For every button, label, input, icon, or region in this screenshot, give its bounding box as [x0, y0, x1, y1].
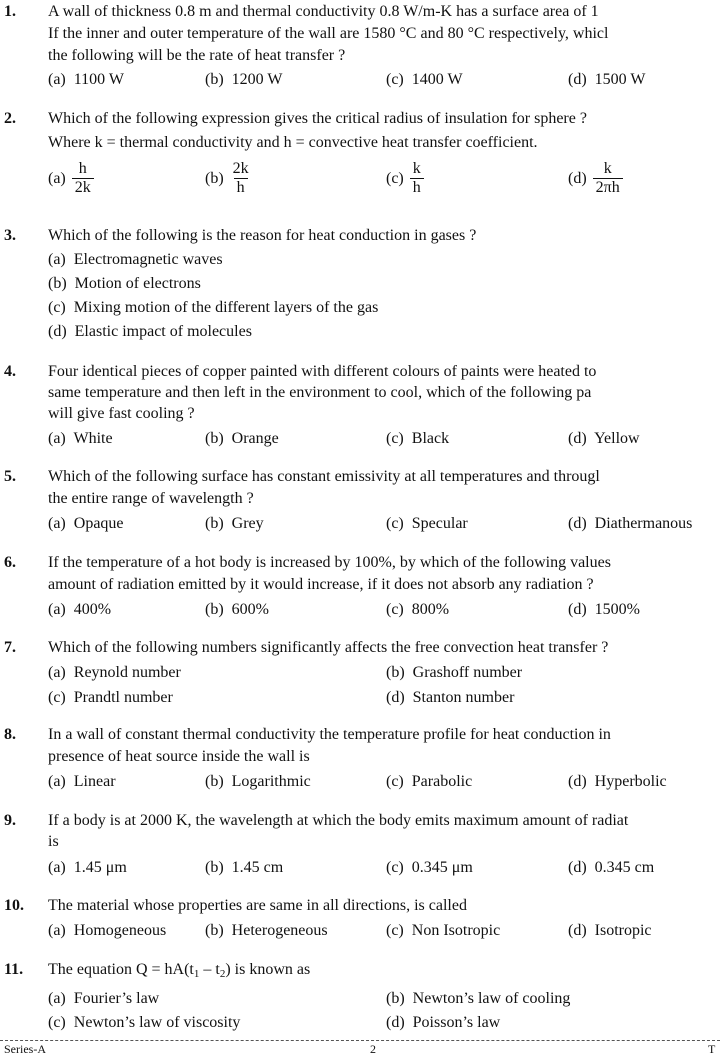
option-text: White	[73, 430, 113, 447]
option-text: 1400 W	[411, 71, 463, 88]
option-label: (b)	[205, 430, 224, 447]
option-label: (d)	[568, 430, 587, 447]
option-label: (a)	[48, 990, 66, 1007]
option-label: (a)	[48, 773, 66, 790]
question-text-line: If a body is at 2000 K, the wavelength at which the body emits maximum amount of radiat	[48, 812, 629, 829]
question-text-line: Where k = thermal conductivity and h = convective heat transfer coefficient.	[48, 134, 538, 151]
option-text: Electromagnetic waves	[73, 251, 223, 268]
question-text-line: A wall of thickness 0.8 m and thermal conductivity 0.8 W/m-K has a surface area of 1	[48, 3, 599, 20]
option-text: 1500%	[594, 601, 640, 618]
question-number: 4.	[4, 363, 16, 380]
subscript-2: 2	[219, 968, 226, 980]
option-text: 1200 W	[231, 71, 283, 88]
question-text-line: the entire range of wavelength ?	[48, 490, 254, 507]
option-text: Linear	[73, 773, 116, 790]
fraction	[230, 160, 252, 198]
option-d[interactable]	[568, 859, 654, 877]
question-number: 5.	[4, 468, 16, 485]
option-text: Newton’s law of cooling	[412, 990, 571, 1007]
option-text: 800%	[411, 601, 450, 618]
option-label: (c)	[386, 773, 404, 790]
option-text: Yellow	[594, 430, 640, 447]
option-text: 1.45 cm	[231, 859, 284, 876]
option-label: (a)	[48, 430, 66, 447]
option-label: (c)	[386, 430, 404, 447]
option-d[interactable]	[568, 430, 640, 448]
question-number: 8.	[4, 726, 16, 743]
option-label: (b)	[48, 275, 67, 292]
option-label: (b)	[205, 601, 224, 618]
question-number: 3.	[4, 227, 16, 244]
option-d[interactable]	[386, 1014, 500, 1032]
option-label: (b)	[205, 773, 224, 790]
option-b[interactable]	[205, 71, 282, 89]
option-b[interactable]	[386, 990, 570, 1008]
option-label: (a)	[48, 251, 66, 268]
fraction	[72, 160, 94, 198]
option-label: (d)	[568, 922, 587, 939]
question-text-line: will give fast cooling ?	[48, 405, 195, 422]
option-a[interactable]	[48, 664, 181, 682]
footer-series: Series-A	[4, 1042, 46, 1056]
option-label: (c)	[48, 299, 66, 316]
option-text: Newton’s law of viscosity	[73, 1014, 241, 1031]
option-b[interactable]	[386, 664, 522, 682]
question-number: 2.	[4, 110, 16, 127]
option-text: Prandtl number	[73, 689, 173, 706]
option-text: Logarithmic	[231, 773, 311, 790]
option-a[interactable]	[48, 859, 127, 877]
question-number: 9.	[4, 812, 16, 829]
equation-prefix: The equation Q = hA(t	[48, 961, 194, 978]
option-label: (b)	[205, 922, 224, 939]
option-text: Specular	[411, 515, 468, 532]
option-label: (d)	[568, 71, 587, 88]
option-d[interactable]	[386, 689, 514, 707]
option-text: Grashoff number	[412, 664, 523, 681]
option-label: (a)	[48, 601, 66, 618]
option-label: (c)	[386, 169, 404, 187]
option-text: Grey	[231, 515, 264, 532]
footer-page-number: 2	[370, 1042, 376, 1056]
question-text-line: Four identical pieces of copper painted with different colours of paints were heated to	[48, 363, 597, 380]
option-label: (b)	[386, 990, 405, 1007]
question-text-line: In a wall of constant thermal conductivity the temperature profile for heat conduction in	[48, 726, 611, 743]
option-label: (c)	[386, 71, 404, 88]
option-d[interactable]	[568, 71, 645, 89]
question-text-line: is	[48, 833, 59, 850]
question-number: 6.	[4, 554, 16, 571]
question-text-line: Which of the following expression gives the critical radius of insulation for sphere ?	[48, 110, 587, 127]
option-text: Homogeneous	[73, 922, 167, 939]
option-label: (d)	[568, 169, 587, 187]
option-label: (d)	[386, 689, 405, 706]
option-label: (d)	[568, 773, 587, 790]
option-label: (d)	[568, 859, 587, 876]
option-text: 1500 W	[594, 71, 646, 88]
option-label: (c)	[386, 601, 404, 618]
option-text: 400%	[73, 601, 112, 618]
subscript-1: 1	[193, 968, 200, 980]
question-text-line: If the inner and outer temperature of the wall are 1580 °C and 80 °C respectively, whicl	[48, 25, 609, 42]
question-text-line: Which of the following is the reason for heat conduction in gases ?	[48, 227, 477, 244]
numerator: k	[603, 160, 612, 177]
option-text: Orange	[231, 430, 279, 447]
question-text-line: same temperature and then left in the environment to cool, which of the following pa	[48, 384, 592, 401]
option-d[interactable]	[568, 773, 667, 791]
option-b[interactable]	[205, 922, 328, 940]
question-text-line: Which of the following surface has constant emissivity at all temperatures and througl	[48, 468, 600, 485]
option-d[interactable]	[568, 515, 692, 533]
option-a[interactable]	[48, 601, 111, 619]
option-label: (a)	[48, 664, 66, 681]
option-b[interactable]	[205, 515, 264, 533]
question-text-line: If the temperature of a hot body is increased by 100%, by which of the following values	[48, 554, 611, 571]
question-text-line	[48, 961, 310, 980]
option-text: 1100 W	[73, 71, 124, 88]
denominator: h	[234, 178, 248, 197]
option-text: Fourier’s law	[73, 990, 160, 1007]
option-b[interactable]	[205, 773, 311, 791]
option-text: Elastic impact of molecules	[74, 323, 252, 340]
option-label: (a)	[48, 922, 66, 939]
option-b[interactable]	[205, 859, 283, 877]
equation-suffix: ) is known as	[225, 961, 311, 978]
option-label: (d)	[386, 1014, 405, 1031]
option-a[interactable]	[48, 430, 113, 448]
footer-divider	[0, 1040, 720, 1041]
option-text: Diathermanous	[594, 515, 693, 532]
footer-right-mark: T	[708, 1042, 716, 1056]
option-c[interactable]	[386, 430, 449, 448]
option-text: Hyperbolic	[594, 773, 667, 790]
option-text: Motion of electrons	[74, 275, 201, 292]
option-text: 600%	[231, 601, 269, 618]
option-a[interactable]	[48, 251, 223, 269]
option-c[interactable]	[48, 689, 173, 707]
option-label: (b)	[205, 71, 224, 88]
question-text-line: amount of radiation emitted by it would increase, if it does not absorb any radiation ?	[48, 576, 594, 593]
question-text-line: The material whose properties are same in all directions, is called	[48, 897, 467, 914]
option-a[interactable]	[48, 71, 124, 89]
option-c[interactable]	[386, 160, 424, 198]
numerator: 2k	[232, 160, 249, 177]
option-c[interactable]	[48, 1014, 240, 1032]
option-text: Mixing motion of the different layers of the gas	[73, 299, 379, 316]
option-c[interactable]	[386, 773, 472, 791]
option-text: Parabolic	[411, 773, 473, 790]
option-d[interactable]	[568, 922, 652, 940]
option-c[interactable]	[386, 71, 463, 89]
option-text: 1.45 μm	[73, 859, 127, 876]
option-label: (a)	[48, 71, 66, 88]
option-label: (b)	[205, 515, 224, 532]
option-label: (b)	[205, 169, 224, 187]
option-text: Non Isotropic	[411, 922, 501, 939]
option-text: Stanton number	[412, 689, 515, 706]
numerator: h	[78, 160, 87, 177]
option-d[interactable]	[568, 601, 640, 619]
equation-mid: – t	[199, 961, 220, 978]
option-text: Reynold number	[73, 664, 181, 681]
option-label: (d)	[568, 601, 587, 618]
option-label: (a)	[48, 169, 66, 187]
option-text: Opaque	[73, 515, 124, 532]
option-label: (c)	[386, 515, 404, 532]
option-b[interactable]	[48, 275, 201, 293]
option-b[interactable]	[205, 601, 269, 619]
option-label: (a)	[48, 515, 66, 532]
option-text: 0.345 cm	[594, 859, 655, 876]
denominator: 2πh	[593, 178, 623, 197]
denominator: 2k	[72, 178, 94, 197]
option-label: (d)	[48, 323, 67, 340]
option-label: (c)	[386, 859, 404, 876]
option-text: 0.345 μm	[411, 859, 473, 876]
question-number: 7.	[4, 639, 16, 656]
option-a[interactable]	[48, 515, 124, 533]
option-label: (c)	[48, 1014, 66, 1031]
option-text: Black	[411, 430, 450, 447]
question-number: 11.	[4, 961, 24, 978]
option-c[interactable]	[386, 515, 468, 533]
option-d[interactable]	[568, 160, 623, 198]
option-label: (d)	[568, 515, 587, 532]
option-c[interactable]	[386, 601, 449, 619]
option-c[interactable]	[386, 922, 500, 940]
numerator: k	[412, 160, 421, 177]
option-label: (b)	[205, 859, 224, 876]
option-label: (a)	[48, 859, 66, 876]
option-c[interactable]	[386, 859, 473, 877]
option-text: Heterogeneous	[231, 922, 328, 939]
fraction	[410, 160, 424, 198]
option-b[interactable]	[205, 430, 279, 448]
option-text: Isotropic	[594, 922, 652, 939]
fraction	[593, 160, 623, 198]
question-text-line: Which of the following numbers significantly affects the free convection heat transfer ?	[48, 639, 609, 656]
option-label: (c)	[48, 689, 66, 706]
option-c[interactable]	[48, 299, 378, 317]
question-number: 1.	[4, 3, 16, 20]
option-d[interactable]	[48, 323, 252, 341]
option-a[interactable]	[48, 922, 166, 940]
question-number: 10.	[4, 897, 24, 914]
denominator: h	[410, 178, 424, 197]
option-a[interactable]	[48, 990, 159, 1008]
option-a[interactable]	[48, 773, 116, 791]
question-text-line: the following will be the rate of heat transfer ?	[48, 47, 346, 64]
option-label: (c)	[386, 922, 404, 939]
option-label: (b)	[386, 664, 405, 681]
option-b[interactable]	[205, 160, 252, 198]
option-text: Poisson’s law	[412, 1014, 501, 1031]
question-text-line: presence of heat source inside the wall is	[48, 748, 310, 765]
option-a[interactable]	[48, 160, 94, 198]
